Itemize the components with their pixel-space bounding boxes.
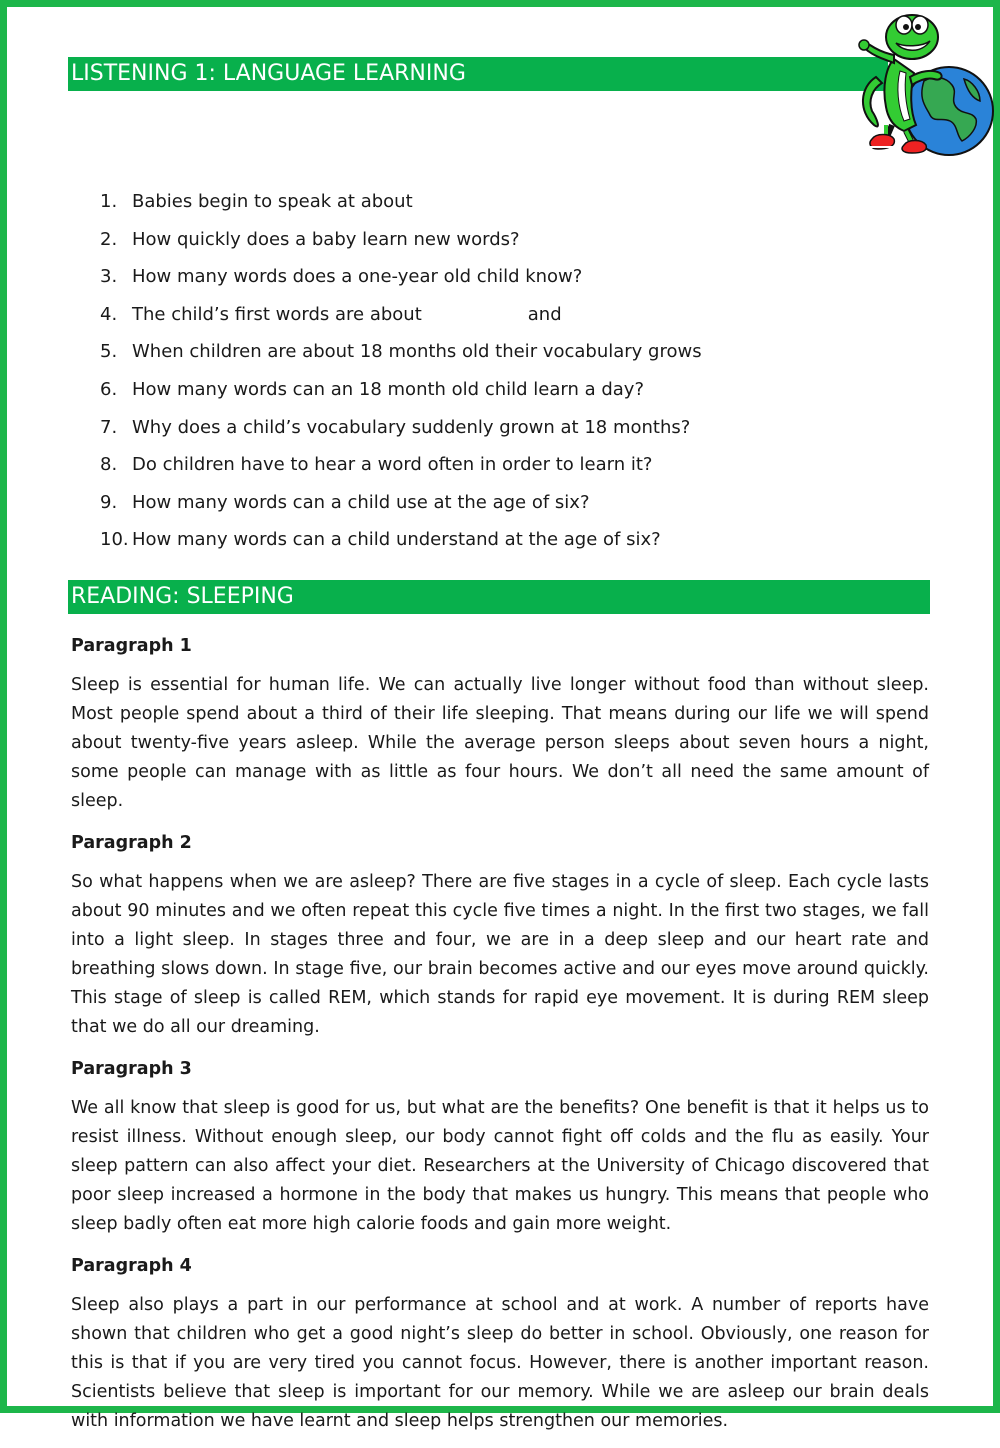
list-item: 8. Do children have to hear a word often in order to learn it?: [100, 454, 653, 476]
list-item: 3. How many words does a one-year old child know?: [100, 266, 583, 288]
paragraph-heading: Paragraph 4: [71, 1256, 192, 1276]
list-item: 1. Babies begin to speak at about: [100, 191, 413, 212]
list-item: 2. How quickly does a baby learn new words?: [100, 228, 520, 250]
list-item: 4. The child’s first words are about and: [100, 300, 860, 338]
listening-question-list: [100, 187, 860, 563]
list-item: 9. How many words can a child use at the age of six?: [100, 491, 590, 513]
paragraph-text: Sleep is essential for human life. We can actually live longer without food than without sleep. Most people spend about a third of their life sleeping. That means during our life we will spend about twenty-five years asleep. While the average person sleeps about seven hours a night, some people can manage with as little as four hours. We don’t all need the same amount of sleep.: [71, 675, 929, 811]
reading-passage: [71, 631, 929, 1448]
paragraph-heading: Paragraph 3: [71, 1059, 192, 1079]
paragraph-text: Sleep also plays a part in our performance at school and at work. A number of reports have shown that children who get a good night’s sleep do better in school. Obviously, one reason for this is that if you are very tired you cannot focus. However, there is another important reason. Scientists believe that sleep is important for our memory. While we are asleep our brain deals with information we have learnt and sleep helps strengthen our memories.: [71, 1295, 929, 1431]
paragraph-heading: Paragraph 2: [71, 833, 192, 853]
paragraph-text: So what happens when we are asleep? There are five stages in a cycle of sleep. Each cycle lasts about 90 minutes and we often repeat this cycle five times a night. In the first two stages, we fall into a light sleep. In stages three and four, we are in a deep sleep and our heart rate and breathing slows down. In stage five, our brain becomes active and our eyes move around quickly. This stage of sleep is called REM, which stands for rapid eye movement. It is during REM sleep that we do all our dreaming.: [71, 872, 929, 1037]
list-item: 7. Why does a child’s vocabulary suddenly grown at 18 months?: [100, 416, 691, 438]
list-item: 6. How many words can an 18 month old child learn a day?: [100, 378, 645, 400]
listening-section-title: LISTENING 1: LANGUAGE LEARNING: [68, 57, 888, 91]
list-item: 5. When children are about 18 months old their vocabulary grows: [100, 341, 702, 363]
paragraph-text: We all know that sleep is good for us, but what are the benefits? One benefit is that it helps us to resist illness. Without enough sleep, our body cannot fight off colds and the flu as easily. Your sleep pattern can also affect your diet. Researchers at the University of Chicago discovered that poor sleep increased a hormone in the body that makes us hungry. This means that people who sleep badly often eat more high calorie foods and gain more weight.: [71, 1098, 929, 1234]
answer-blank[interactable]: [422, 300, 528, 338]
list-item: 10. How many words can a child understand at the age of six?: [100, 529, 661, 551]
reading-section-title: READING: SLEEPING: [68, 580, 930, 614]
paragraph-heading: Paragraph 1: [71, 636, 192, 656]
gecko-globe-icon: [846, 7, 996, 157]
